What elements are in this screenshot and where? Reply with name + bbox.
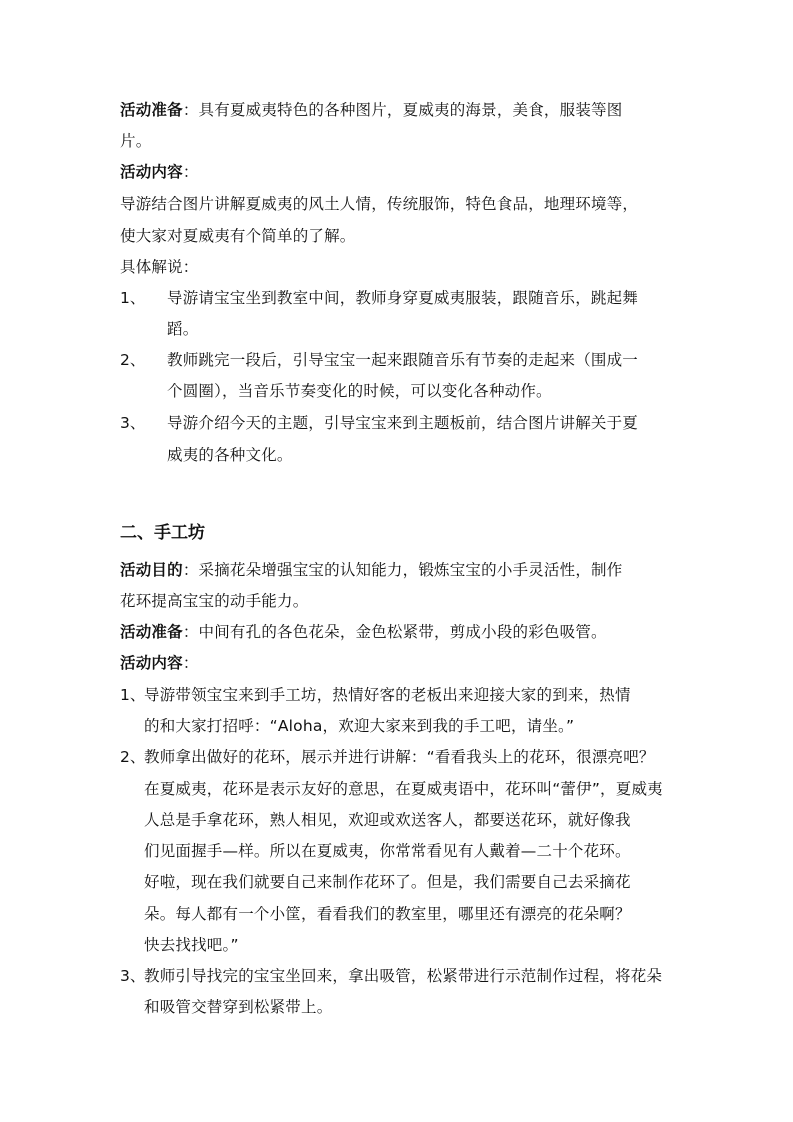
item-number: 3、 bbox=[120, 967, 146, 985]
content-colon-2: ： bbox=[182, 654, 199, 672]
content-label-2: 活动内容 bbox=[120, 654, 183, 672]
content-heading-2 bbox=[120, 652, 199, 674]
intro-line-2: 使大家对夏威夷有个简单的了解。 bbox=[120, 227, 356, 245]
item-number: 1、 bbox=[120, 289, 146, 307]
list-item-line: 教师引导找完的宝宝坐回来，拿出吸管，松紧带进行示范制作过程，将花朵 bbox=[144, 967, 663, 985]
prep-paragraph bbox=[120, 99, 622, 121]
list-item-line: 教师跳完一段后，引导宝宝一起来跟随音乐有节奏的走起来（围成一 bbox=[167, 351, 639, 369]
list-item-line: 蹈。 bbox=[167, 320, 199, 338]
list-item-line: 人总是手拿花环，熟人相见，欢迎或欢送客人，都要送花环，就好像我 bbox=[144, 811, 631, 829]
item-number: 3、 bbox=[120, 414, 146, 432]
detail-label: 具体解说： bbox=[120, 258, 199, 276]
list-item-line: 的和大家打招呼：“Aloha，欢迎大家来到我的手工吧，请坐。” bbox=[144, 717, 575, 735]
intro-line-1: 导游结合图片讲解夏威夷的风土人情，传统服饰，特色食品，地理环境等， bbox=[120, 195, 639, 213]
list-item-line: 导游请宝宝坐到教室中间，教师身穿夏威夷服装，跟随音乐，跳起舞 bbox=[167, 289, 639, 307]
goal-paragraph bbox=[120, 559, 622, 581]
list-item-line: 在夏威夷，花环是表示友好的意思，在夏威夷语中，花环叫“蕾伊”，夏威夷 bbox=[144, 780, 663, 798]
goal-label: 活动目的 bbox=[120, 561, 183, 579]
content-colon: ： bbox=[182, 163, 199, 181]
prep-label: 活动准备 bbox=[120, 101, 183, 119]
goal-paragraph-cont: 花环提高宝宝的动手能力。 bbox=[120, 592, 309, 610]
item-number: 2、 bbox=[120, 748, 146, 766]
content-label: 活动内容 bbox=[120, 163, 183, 181]
list-item-line: 们见面握手—样。所以在夏威夷，你常常看见有人戴着—二十个花环。 bbox=[144, 842, 631, 860]
item-number: 2、 bbox=[120, 351, 146, 369]
section-title: 二、手工坊 bbox=[120, 523, 205, 543]
prep-paragraph-2 bbox=[120, 621, 607, 643]
prep-text-2: ：中间有孔的各色花朵，金色松紧带，剪成小段的彩色吸管。 bbox=[182, 623, 607, 641]
list-item-line: 教师拿出做好的花环，展示并进行讲解：“看看我头上的花环，很漂亮吧？ bbox=[144, 748, 655, 766]
content-heading bbox=[120, 161, 199, 183]
prep-text: ：具有夏威夷特色的各种图片，夏威夷的海景，美食，服装等图 bbox=[182, 101, 623, 119]
list-item-line: 威夷的各种文化。 bbox=[167, 446, 293, 464]
list-item-line: 个圆圈），当音乐节奏变化的时候，可以变化各种动作。 bbox=[167, 382, 552, 400]
list-item-line: 快去找找吧。” bbox=[144, 936, 239, 954]
prep-paragraph-cont: 片。 bbox=[120, 132, 152, 150]
list-item-line: 好啦，现在我们就要自己来制作花环了。但是，我们需要自己去采摘花 bbox=[144, 873, 631, 891]
list-item-line: 导游介绍今天的主题，引导宝宝来到主题板前，结合图片讲解关于夏 bbox=[167, 414, 639, 432]
list-item-line: 和吸管交替穿到松紧带上。 bbox=[144, 998, 333, 1016]
prep-label-2: 活动准备 bbox=[120, 623, 183, 641]
list-item-line: 朵。每人都有一个小筐，看看我们的教室里，哪里还有漂亮的花朵啊？ bbox=[144, 905, 631, 923]
list-item-line: 导游带领宝宝来到手工坊，热情好客的老板出来迎接大家的到来，热情 bbox=[144, 686, 631, 704]
item-number: 1、 bbox=[120, 686, 146, 704]
goal-text: ：采摘花朵增强宝宝的认知能力，锻炼宝宝的小手灵活性，制作 bbox=[182, 561, 623, 579]
